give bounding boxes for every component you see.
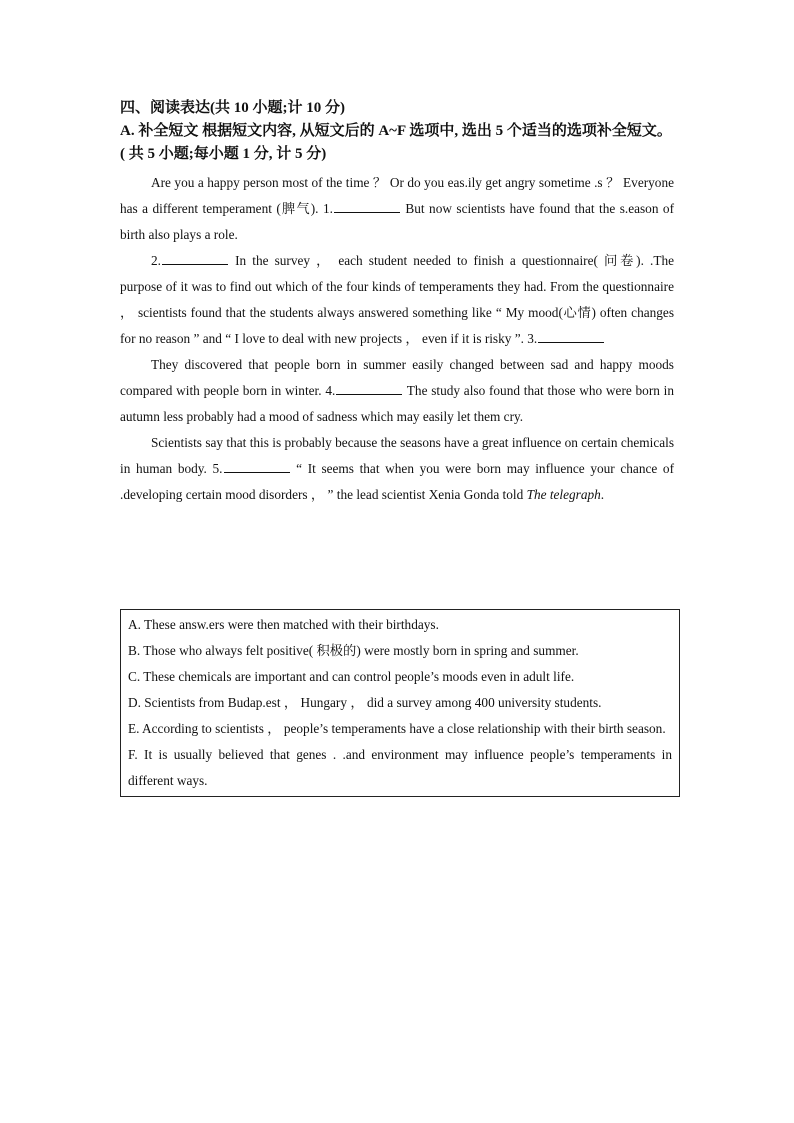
paragraph-text: They discovered that people born in summer easily changed between sad and happy moods compared with people born in winter. 4.	[120, 357, 674, 398]
option-f: F. It is usually believed that genes . .and environment may influence people’s temperaments in different ways.	[128, 747, 672, 788]
answer-blank-4[interactable]	[336, 382, 402, 395]
answer-blank-1[interactable]	[334, 200, 400, 213]
option-e: E. According to scientists ， people’s temperaments have a close relationship with their birth season.	[128, 721, 666, 736]
paragraph-text: The study also found that those who were born in autumn less probably had a mood of sadness which may easily let them cry.	[120, 383, 674, 424]
answer-blank-3[interactable]	[538, 330, 604, 343]
worksheet-content	[120, 96, 674, 508]
paragraph-text: In the survey ， each student needed to finish a questionnaire( 问卷). .The purpose of it was to find out which of the four kinds of temperaments they had. From the questionnaire ， scientists found that the students always answered something like “ My mood(心情) often changes for no reason ” and “ I love to deal with new projects ， even if it is risky ”. 3.	[120, 253, 674, 346]
passage-paragraph-4	[120, 430, 674, 508]
paragraph-text: But now scientists have found that the s.eason of birth also plays a role.	[120, 201, 674, 242]
paragraph-text: 2.	[151, 253, 161, 268]
paragraph-text: Scientists say that this is probably because the seasons have a great influence on certain chemicals in human body. 5.	[120, 435, 674, 476]
section-heading: 四、阅读表达(共 10 小题;计 10 分)	[120, 100, 345, 116]
option-b: B. Those who always felt positive( 积极的) were mostly born in spring and summer.	[128, 643, 579, 658]
answer-blank-5[interactable]	[224, 460, 290, 473]
paragraph-text: .	[600, 487, 605, 502]
paragraph-text: Are you a happy person most of the time ？ Or do you eas.ily get angry sometime .s ？ Everyone has a different temperament (脾气). 1.	[120, 175, 674, 216]
passage-paragraph-1	[120, 170, 674, 248]
passage-paragraph-3	[120, 352, 674, 430]
option-d: D. Scientists from Budap.est ， Hungary ， did a survey among 400 university students.	[128, 695, 602, 710]
publication-name: The telegraph	[526, 487, 601, 502]
options-box	[120, 609, 680, 797]
paragraph-text: “ It seems that when you were born may influence your chance of .developing certain mood disorders ， ” the lead scientist Xenia Gonda told	[120, 461, 674, 502]
task-instruction: A. 补全短文 根据短文内容, 从短文后的 A~F 选项中, 选出 5 个适当的选项补全短文。( 共 5 小题;每小题 1 分, 计 5 分)	[120, 123, 672, 162]
answer-blank-2[interactable]	[162, 252, 228, 265]
passage-paragraph-2	[120, 248, 674, 352]
option-a: A. These answ.ers were then matched with their birthdays.	[128, 617, 439, 632]
option-c: C. These chemicals are important and can control people’s moods even in adult life.	[128, 669, 575, 684]
